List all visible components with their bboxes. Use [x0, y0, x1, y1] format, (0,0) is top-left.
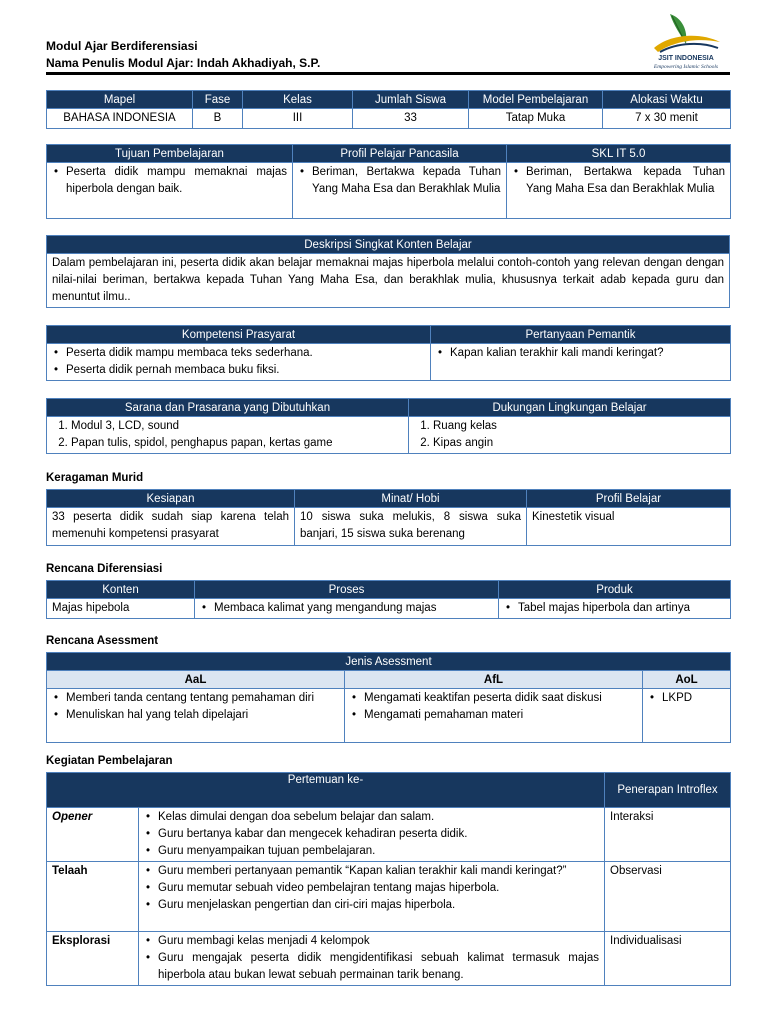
tujuan-table: [46, 144, 731, 219]
introflex-opener: Interaksi: [605, 808, 731, 862]
dukungan-item: 2. Kipas angin: [433, 435, 725, 452]
proses-item: • Membaca kalimat yang mengandung majas: [214, 600, 493, 617]
introflex-eksplorasi: Individualisasi: [605, 932, 731, 986]
header-dukungan-lingkungan: Dukungan Lingkungan Belajar: [409, 399, 731, 417]
header-afl: AfL: [345, 671, 643, 689]
kompetensi-item: • Peserta didik pernah membaca buku fiksi.: [66, 362, 425, 379]
header-pertemuan: Pertemuan ke-: [47, 773, 605, 808]
header-kesiapan: Kesiapan: [47, 490, 295, 508]
aol-item: • LKPD: [662, 690, 725, 707]
value-fase: B: [193, 109, 243, 129]
header-sarana: Sarana dan Prasarana yang Dibutuhkan: [47, 399, 409, 417]
header-divider: [46, 72, 730, 75]
deskripsi-table: [46, 235, 730, 308]
header-kelas: Kelas: [243, 91, 353, 109]
profil-belajar-value: Kinestetik visual: [527, 508, 731, 546]
header-fase: Fase: [193, 91, 243, 109]
header-profil-pelajar-pancasila: Profil Pelajar Pancasila: [293, 145, 507, 163]
diferensiasi-table: [46, 580, 731, 619]
header-pertanyaan-pemantik: Pertanyaan Pemantik: [431, 326, 731, 344]
header-aal: AaL: [47, 671, 345, 689]
profil-pancasila-item: • Beriman, Bertakwa kepada Tuhan Yang Maha Esa dan Berakhlak Mulia: [312, 164, 501, 198]
pemantik-item: • Kapan kalian terakhir kali mandi keringat?: [450, 345, 725, 362]
kegiatan-item: • Guru menjelaskan pengertian dan ciri-ciri majas hiperbola.: [158, 897, 599, 914]
value-alokasi-waktu: 7 x 30 menit: [603, 109, 731, 129]
svg-text:Empowering Islamic Schools: Empowering Islamic Schools: [653, 64, 719, 70]
dukungan-item: 1. Ruang kelas: [433, 418, 725, 435]
header-produk: Produk: [499, 581, 731, 599]
value-mapel: BAHASA INDONESIA: [47, 109, 193, 129]
jsit-logo: [640, 8, 732, 70]
header-proses: Proses: [195, 581, 499, 599]
introflex-telaah: Observasi: [605, 862, 731, 932]
deskripsi-text: Dalam pembelajaran ini, peserta didik akan belajar memaknai majas hiperbola melalui contoh-contoh yang relevan dengan dengan nilai-nilai beriman, bertakwa kepada Tuhan Yang Maha Esa, dan berakhlak mulia, khususnya terkait adab kepada guru dan menuntut ilmu..: [47, 254, 730, 308]
asesmen-table: [46, 652, 731, 743]
sarana-item: 1. Modul 3, LCD, sound: [71, 418, 403, 435]
info-table: [46, 90, 731, 129]
tujuan-item: • Peserta didik mampu memaknai majas hiperbola dengan baik.: [66, 164, 287, 198]
header-minat-hobi: Minat/ Hobi: [295, 490, 527, 508]
phase-telaah: Telaah: [47, 862, 139, 932]
value-kelas: III: [243, 109, 353, 129]
kegiatan-item: • Guru memutar sebuah video pembelajran tentang majas hiperbola.: [158, 880, 599, 897]
author-line: Nama Penulis Modul Ajar: Indah Akhadiyah, S.P.: [46, 56, 321, 70]
header-aol: AoL: [643, 671, 731, 689]
konten-value: Majas hipebola: [47, 599, 195, 619]
header-introflex: Penerapan Introflex: [605, 773, 731, 808]
kegiatan-item: • Kelas dimulai dengan doa sebelum belajar dan salam.: [158, 809, 599, 826]
afl-item: • Mengamati pemahaman materi: [364, 707, 637, 724]
minat-value: 10 siswa suka melukis, 8 siswa suka banjari, 15 siswa suka berenang: [295, 508, 527, 546]
header-konten: Konten: [47, 581, 195, 599]
kegiatan-item: • Guru mengajak peserta didik mengidentifikasi sebuah kalimat termasuk majas hiperbola atau bukan lewat sebuah permainan tarik benang.: [158, 950, 599, 984]
document-title: Modul Ajar Berdiferensiasi: [46, 39, 198, 53]
header-kompetensi-prasyarat: Kompetensi Prasyarat: [47, 326, 431, 344]
header-deskripsi: Deskripsi Singkat Konten Belajar: [47, 236, 730, 254]
kegiatan-item: • Guru memberi pertanyaan pemantik “Kapan kalian terakhir kali mandi keringat?”: [158, 863, 599, 880]
kesiapan-value: 33 peserta didik sudah siap karena telah memenuhi kompetensi prasyarat: [47, 508, 295, 546]
produk-item: • Tabel majas hiperbola dan artinya: [518, 600, 725, 617]
header-mapel: Mapel: [47, 91, 193, 109]
section-title-kegiatan: Kegiatan Pembelajaran: [46, 755, 173, 767]
aal-item: • Memberi tanda centang tentang pemahaman diri: [66, 690, 339, 707]
aal-item: • Menuliskan hal yang telah dipelajari: [66, 707, 339, 724]
quill-swoosh-icon: [640, 8, 732, 70]
value-jumlah-siswa: 33: [353, 109, 469, 129]
phase-eksplorasi: Eksplorasi: [47, 932, 139, 986]
header-profil-belajar: Profil Belajar: [527, 490, 731, 508]
kegiatan-item: • Guru membagi kelas menjadi 4 kelompok: [158, 933, 599, 950]
kegiatan-item: • Guru bertanya kabar dan mengecek kehadiran peserta didik.: [158, 826, 599, 843]
skl-item: • Beriman, Bertakwa kepada Tuhan Yang Maha Esa dan Berakhlak Mulia: [526, 164, 725, 198]
svg-text:JSIT INDONESIA: JSIT INDONESIA: [658, 55, 714, 62]
kegiatan-table: [46, 772, 731, 986]
header-jumlah-siswa: Jumlah Siswa: [353, 91, 469, 109]
phase-opener: Opener: [47, 808, 139, 862]
section-title-diferensiasi: Rencana Diferensiasi: [46, 563, 163, 575]
header-tujuan-pembelajaran: Tujuan Pembelajaran: [47, 145, 293, 163]
section-title-asesmen: Rencana Asessment: [46, 635, 159, 647]
afl-item: • Mengamati keaktifan peserta didik saat diskusi: [364, 690, 637, 707]
document-header: [46, 38, 320, 72]
header-model-pembelajaran: Model Pembelajaran: [469, 91, 603, 109]
value-model-pembelajaran: Tatap Muka: [469, 109, 603, 129]
sarana-item: 2. Papan tulis, spidol, penghapus papan, kertas game: [71, 435, 403, 452]
header-alokasi-waktu: Alokasi Waktu: [603, 91, 731, 109]
section-title-keragaman: Keragaman Murid: [46, 472, 144, 484]
header-jenis-asesmen: Jenis Asessment: [47, 653, 731, 671]
kompetensi-table: [46, 325, 731, 381]
kegiatan-item: • Guru menyampaikan tujuan pembelajaran.: [158, 843, 599, 860]
kompetensi-item: • Peserta didik mampu membaca teks sederhana.: [66, 345, 425, 362]
sarana-table: [46, 398, 731, 454]
keragaman-table: [46, 489, 731, 546]
header-skl-it: SKL IT 5.0: [507, 145, 731, 163]
